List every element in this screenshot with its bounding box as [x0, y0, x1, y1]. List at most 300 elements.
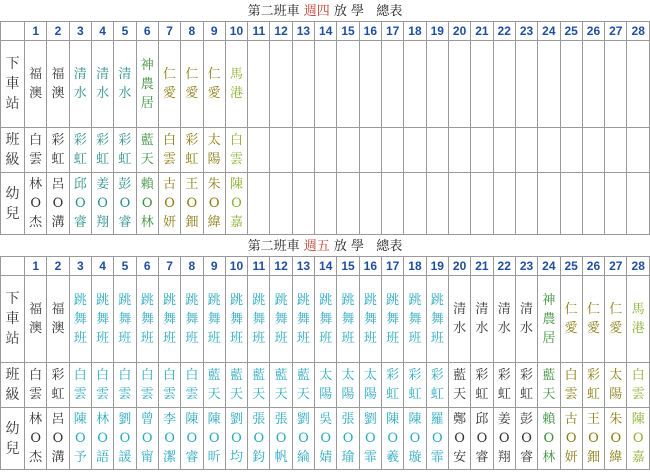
class-name: 白 雲	[73, 368, 87, 402]
column-number: 4	[91, 22, 113, 41]
class-cell	[270, 128, 292, 173]
stop-name: 清 水	[118, 67, 132, 101]
title-day: 週四	[303, 4, 330, 19]
class-name: 白 雲	[163, 368, 177, 402]
stop-cell	[538, 276, 560, 363]
column-number: 10	[225, 257, 247, 276]
child-cell	[582, 408, 604, 470]
child-cell	[248, 408, 270, 470]
child-cell	[47, 408, 69, 470]
column-number: 8	[181, 257, 203, 276]
class-cell	[315, 128, 337, 173]
child-cell	[136, 173, 158, 235]
column-number: 20	[448, 257, 470, 276]
row-label-text: 幼 兒	[5, 420, 20, 457]
child-cell	[158, 173, 180, 235]
stop-name: 神 農 居	[140, 57, 154, 111]
child-cell	[382, 408, 404, 470]
child-name: 陳 O 嘉	[229, 177, 243, 230]
child-cell	[605, 408, 627, 470]
child-cell	[471, 408, 493, 470]
column-number: 11	[248, 22, 270, 41]
row-label-text: 班 級	[5, 132, 20, 168]
child-cell	[493, 173, 515, 235]
stop-cell	[292, 276, 314, 363]
stop-cell	[25, 276, 47, 363]
column-number: 9	[203, 257, 225, 276]
column-number: 14	[315, 257, 337, 276]
class-cell	[315, 363, 337, 408]
column-number: 16	[359, 257, 381, 276]
child-cell	[337, 173, 359, 235]
column-number: 7	[158, 257, 180, 276]
child-cell	[404, 173, 426, 235]
class-cell	[359, 128, 381, 173]
title-suffix: 放 學 總表	[329, 239, 403, 254]
class-cell	[404, 363, 426, 408]
stop-name: 福 澳	[51, 302, 65, 336]
child-cell	[91, 173, 113, 235]
class-name: 白 雲	[185, 368, 199, 402]
stop-cell	[471, 276, 493, 363]
column-number: 17	[382, 22, 404, 41]
stop-cell	[582, 276, 604, 363]
stop-cell	[225, 276, 247, 363]
class-cell	[225, 128, 247, 173]
class-name: 彩 虹	[586, 368, 600, 402]
class-cell	[471, 363, 493, 408]
child-cell	[270, 408, 292, 470]
child-name: 陳 O 嘉	[631, 412, 645, 465]
stop-name: 馬 港	[631, 302, 645, 336]
stop-name: 仁 愛	[586, 302, 600, 336]
stop-cell	[315, 276, 337, 363]
class-name: 白 雲	[29, 133, 43, 167]
class-cell	[382, 363, 404, 408]
column-number: 1	[25, 257, 47, 276]
title-suffix: 放 學 總表	[329, 4, 403, 19]
stop-cell	[359, 41, 381, 128]
class-name: 彩 虹	[185, 133, 199, 167]
child-cell	[359, 173, 381, 235]
stop-name: 清 水	[497, 302, 511, 336]
child-name: 陳 O 睿	[185, 412, 199, 465]
child-name: 鄭 O 安	[453, 412, 467, 465]
stop-cell	[248, 276, 270, 363]
child-cell	[315, 408, 337, 470]
column-number: 6	[136, 257, 158, 276]
stop-cell	[69, 276, 91, 363]
class-cell	[203, 128, 225, 173]
column-number: 22	[493, 22, 515, 41]
class-cell	[560, 128, 582, 173]
stop-cell	[382, 41, 404, 128]
child-name: 劉 O 均	[229, 412, 243, 465]
title-day: 週五	[303, 239, 330, 254]
class-name: 白 雲	[96, 368, 110, 402]
stop-name: 跳 舞 班	[430, 292, 444, 346]
class-name: 太 陽	[319, 368, 333, 402]
column-number: 5	[114, 22, 136, 41]
column-number: 19	[426, 22, 448, 41]
corner-cell	[1, 257, 25, 276]
stop-cell	[203, 41, 225, 128]
column-number: 5	[114, 257, 136, 276]
column-number: 12	[270, 22, 292, 41]
child-name: 古 O 妍	[163, 177, 177, 230]
stop-name: 跳 舞 班	[363, 292, 377, 346]
class-cell	[493, 363, 515, 408]
child-cell	[203, 408, 225, 470]
stop-cell	[270, 276, 292, 363]
child-cell	[158, 408, 180, 470]
stop-name: 馬 港	[229, 67, 243, 101]
stop-name: 跳 舞 班	[386, 292, 400, 346]
child-cell	[382, 173, 404, 235]
child-cell	[225, 408, 247, 470]
column-number: 9	[203, 22, 225, 41]
child-name: 陳 O 羲	[386, 412, 400, 465]
child-name: 劉 O 綸	[296, 412, 310, 465]
class-cell	[515, 128, 537, 173]
child-name: 劉 O 霏	[363, 412, 377, 465]
class-name: 白 雲	[229, 133, 243, 167]
child-name: 陳 O 璇	[408, 412, 422, 465]
child-cell	[582, 173, 604, 235]
class-name: 藍 天	[453, 368, 467, 402]
child-name: 曾 O 甯	[140, 412, 154, 465]
child-name: 王 O 鈿	[185, 177, 199, 230]
stop-name: 仁 愛	[609, 302, 623, 336]
stop-cell	[493, 276, 515, 363]
child-name: 彭 O 睿	[520, 412, 534, 465]
stop-cell	[448, 276, 470, 363]
child-cell	[515, 173, 537, 235]
column-number: 2	[47, 257, 69, 276]
stop-name: 清 水	[73, 67, 87, 101]
column-number: 26	[582, 257, 604, 276]
row-label	[1, 128, 25, 173]
column-number: 13	[292, 22, 314, 41]
stop-name: 福 澳	[29, 302, 43, 336]
stop-cell	[181, 41, 203, 128]
class-name: 彩 虹	[51, 368, 65, 402]
stop-name: 跳 舞 班	[73, 292, 87, 346]
child-cell	[114, 173, 136, 235]
child-cell	[69, 173, 91, 235]
child-name: 彭 O 睿	[118, 177, 132, 230]
column-number: 3	[69, 22, 91, 41]
column-number: 7	[158, 22, 180, 41]
stop-cell	[471, 41, 493, 128]
title-prefix: 第二班車	[247, 239, 304, 254]
class-cell	[426, 363, 448, 408]
class-name: 彩 虹	[497, 368, 511, 402]
class-name: 藍 天	[252, 368, 266, 402]
stop-cell	[91, 276, 113, 363]
child-cell	[605, 173, 627, 235]
column-number: 14	[315, 22, 337, 41]
stop-cell	[515, 276, 537, 363]
stop-name: 清 水	[520, 302, 534, 336]
child-name: 吳 O 婧	[319, 412, 333, 465]
stop-name: 跳 舞 班	[319, 292, 333, 346]
stop-cell	[605, 41, 627, 128]
column-number: 10	[225, 22, 247, 41]
row-label	[1, 173, 25, 235]
child-cell	[560, 173, 582, 235]
stop-name: 福 澳	[29, 67, 43, 101]
stop-cell	[560, 276, 582, 363]
child-cell	[25, 408, 47, 470]
section-title	[0, 2, 650, 17]
stop-cell	[136, 41, 158, 128]
child-name: 李 O 潔	[163, 412, 177, 465]
class-name: 彩 虹	[96, 133, 110, 167]
stop-cell	[315, 41, 337, 128]
column-number: 21	[471, 22, 493, 41]
class-name: 彩 虹	[73, 133, 87, 167]
stop-cell	[136, 276, 158, 363]
class-name: 白 雲	[29, 368, 43, 402]
row-label-text: 班 級	[5, 367, 20, 403]
column-number: 1	[25, 22, 47, 41]
stop-cell	[69, 41, 91, 128]
child-cell	[292, 408, 314, 470]
class-cell	[538, 363, 560, 408]
class-name: 白 雲	[140, 368, 154, 402]
stop-cell	[114, 276, 136, 363]
row-label-text: 下 車 站	[5, 56, 20, 112]
stop-name: 仁 愛	[564, 302, 578, 336]
child-name: 賴 O 林	[140, 177, 154, 230]
stop-cell	[225, 41, 247, 128]
child-cell	[270, 173, 292, 235]
class-name: 藍 天	[229, 368, 243, 402]
class-name: 太 陽	[363, 368, 377, 402]
class-cell	[493, 128, 515, 173]
child-name: 張 O 帆	[274, 412, 288, 465]
class-cell	[248, 128, 270, 173]
class-cell	[47, 128, 69, 173]
stop-cell	[25, 41, 47, 128]
child-cell	[47, 173, 69, 235]
schedule-table-friday	[0, 256, 650, 470]
class-cell	[582, 128, 604, 173]
child-cell	[448, 173, 470, 235]
stop-cell	[605, 276, 627, 363]
stop-cell	[627, 276, 650, 363]
class-cell	[448, 128, 470, 173]
class-cell	[158, 128, 180, 173]
child-cell	[404, 408, 426, 470]
class-cell	[605, 128, 627, 173]
child-name: 羅 O 霏	[430, 412, 444, 465]
stop-name: 跳 舞 班	[341, 292, 355, 346]
class-name: 太 陽	[207, 133, 221, 167]
class-name: 白 雲	[631, 368, 645, 402]
column-number: 21	[471, 257, 493, 276]
class-cell	[582, 363, 604, 408]
class-name: 彩 虹	[475, 368, 489, 402]
class-name: 彩 虹	[520, 368, 534, 402]
class-cell	[627, 363, 650, 408]
stop-cell	[426, 276, 448, 363]
section-title	[0, 237, 650, 252]
class-name: 彩 虹	[430, 368, 444, 402]
class-name: 白 雲	[118, 368, 132, 402]
class-name: 太 陽	[609, 368, 623, 402]
column-number: 13	[292, 257, 314, 276]
stop-cell	[337, 41, 359, 128]
class-cell	[91, 363, 113, 408]
child-name: 古 O 妍	[564, 412, 578, 465]
child-cell	[136, 408, 158, 470]
class-cell	[605, 363, 627, 408]
class-cell	[136, 363, 158, 408]
child-cell	[538, 408, 560, 470]
child-cell	[471, 173, 493, 235]
stop-name: 跳 舞 班	[408, 292, 422, 346]
child-cell	[181, 173, 203, 235]
class-cell	[337, 128, 359, 173]
stop-name: 仁 愛	[185, 67, 199, 101]
class-cell	[25, 363, 47, 408]
child-name: 呂 O 溝	[51, 412, 65, 465]
column-number: 24	[538, 22, 560, 41]
column-number: 2	[47, 22, 69, 41]
child-cell	[426, 173, 448, 235]
column-number: 6	[136, 22, 158, 41]
column-number: 22	[493, 257, 515, 276]
row-label-text: 幼 兒	[5, 185, 20, 222]
child-name: 姜 O 翔	[96, 177, 110, 230]
child-name: 賴 O 林	[542, 412, 556, 465]
child-name: 陳 O 昕	[207, 412, 221, 465]
class-name: 藍 天	[274, 368, 288, 402]
stop-cell	[248, 41, 270, 128]
stop-cell	[493, 41, 515, 128]
class-name: 彩 虹	[51, 133, 65, 167]
stop-cell	[404, 276, 426, 363]
column-number: 27	[605, 257, 627, 276]
stop-name: 神 農 居	[542, 292, 556, 346]
stop-cell	[270, 41, 292, 128]
class-cell	[270, 363, 292, 408]
child-name: 王 O 鈿	[586, 412, 600, 465]
stop-name: 清 水	[475, 302, 489, 336]
title-prefix: 第二班車	[247, 4, 304, 19]
row-label	[1, 276, 25, 363]
child-cell	[627, 408, 650, 470]
column-number: 8	[181, 22, 203, 41]
child-cell	[91, 408, 113, 470]
column-number: 15	[337, 257, 359, 276]
class-cell	[203, 363, 225, 408]
stop-name: 仁 愛	[163, 67, 177, 101]
class-cell	[382, 128, 404, 173]
child-cell	[337, 408, 359, 470]
class-cell	[404, 128, 426, 173]
stop-cell	[448, 41, 470, 128]
stop-cell	[560, 41, 582, 128]
child-name: 林 O 語	[96, 412, 110, 465]
corner-cell	[1, 22, 25, 41]
class-name: 藍 天	[207, 368, 221, 402]
class-cell	[337, 363, 359, 408]
class-cell	[359, 363, 381, 408]
child-name: 劉 O 諼	[118, 412, 132, 465]
column-number: 15	[337, 22, 359, 41]
stop-cell	[158, 41, 180, 128]
stop-cell	[627, 41, 650, 128]
column-number: 19	[426, 257, 448, 276]
child-name: 邱 O 睿	[73, 177, 87, 230]
stop-cell	[47, 41, 69, 128]
stop-cell	[404, 41, 426, 128]
child-cell	[181, 408, 203, 470]
child-cell	[560, 408, 582, 470]
class-name: 藍 天	[296, 368, 310, 402]
child-cell	[315, 173, 337, 235]
column-number: 28	[627, 22, 650, 41]
stop-name: 跳 舞 班	[207, 292, 221, 346]
class-cell	[69, 363, 91, 408]
class-cell	[181, 128, 203, 173]
child-cell	[25, 173, 47, 235]
column-number: 23	[515, 22, 537, 41]
class-cell	[248, 363, 270, 408]
class-cell	[292, 128, 314, 173]
class-cell	[538, 128, 560, 173]
stop-cell	[203, 276, 225, 363]
stop-cell	[426, 41, 448, 128]
class-cell	[136, 128, 158, 173]
class-cell	[69, 128, 91, 173]
stop-cell	[158, 276, 180, 363]
stop-name: 跳 舞 班	[229, 292, 243, 346]
child-cell	[69, 408, 91, 470]
class-cell	[114, 128, 136, 173]
child-name: 張 O 瑜	[341, 412, 355, 465]
class-cell	[25, 128, 47, 173]
column-number: 16	[359, 22, 381, 41]
stop-cell	[359, 276, 381, 363]
row-label-text: 下 車 站	[5, 291, 20, 347]
stop-cell	[337, 276, 359, 363]
child-cell	[248, 173, 270, 235]
child-name: 邱 O 睿	[475, 412, 489, 465]
stop-name: 跳 舞 班	[296, 292, 310, 346]
column-number: 17	[382, 257, 404, 276]
column-number: 23	[515, 257, 537, 276]
child-name: 林 O 杰	[29, 177, 43, 230]
class-name: 白 雲	[163, 133, 177, 167]
child-name: 朱 O 緯	[609, 412, 623, 465]
stop-name: 跳 舞 班	[252, 292, 266, 346]
class-name: 藍 天	[140, 133, 154, 167]
class-cell	[627, 128, 650, 173]
child-cell	[448, 408, 470, 470]
column-number: 3	[69, 257, 91, 276]
class-cell	[158, 363, 180, 408]
child-cell	[292, 173, 314, 235]
class-cell	[114, 363, 136, 408]
column-number: 4	[91, 257, 113, 276]
class-cell	[560, 363, 582, 408]
child-cell	[538, 173, 560, 235]
column-number: 18	[404, 257, 426, 276]
